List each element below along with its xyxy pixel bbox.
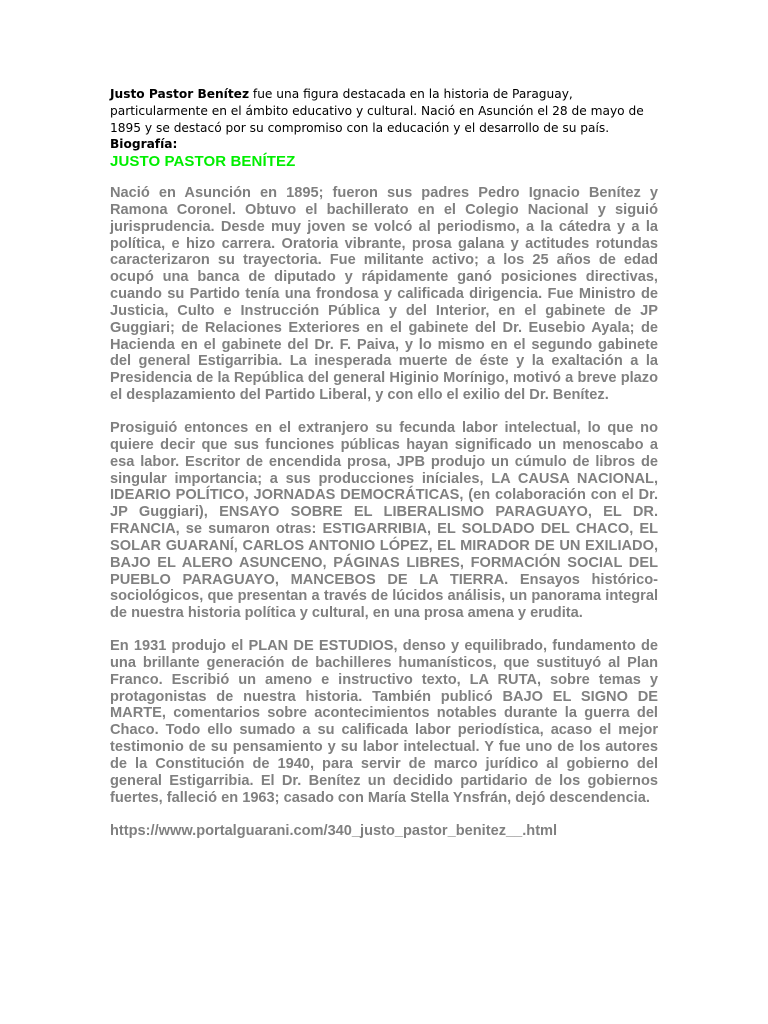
biography-paragraph-1: Nació en Asunción en 1895; fueron sus padres Pedro Ignacio Benítez y Ramona Coronel. Obtuvo el bachillerato en el Colegio Nacional y siguió jurisprudencia. Desde muy joven se volcó al periodismo, a la cátedra y a la política, e hizo carrera. Oratoria vibrante, prosa galana y actitudes rotundas caracterizaron su trayectoria. Fue militante activo; a los 25 años de edad ocupó una banca de diputado y rápidamente ganó posiciones directivas, cuando su Partido tenía una frondosa y calificada dirigencia. Fue Ministro de Justicia, Culto e Instrucción Pública y del Interior, en el gabinete de JP Guggiari; de Relaciones Exteriores en el gabinete del Dr. Eusebio Ayala; de Hacienda en el gabinete del Dr. F. Paiva, y lo mismo en el segundo gabinete del general Estigarribia. La inesperada muerte de éste y la exaltación a la Presidencia de la República del general Higinio Morínigo, motivó a breve plazo el desplazamiento del Partido Liberal, y con ello el exilio del Dr. Benítez.: [110, 185, 658, 404]
intro-paragraph: [110, 86, 658, 137]
document-page: [110, 86, 658, 840]
intro-lead-name: Justo Pastor Benítez: [110, 87, 250, 101]
biography-paragraph-2: Prosiguió entonces en el extranjero su fecunda labor intelectual, lo que no quiere decir que sus funciones públicas hayan significado un menoscabo a esa labor. Escritor de encendida prosa, JPB produjo un cúmulo de libros de singular importancia; a sus producciones iníciales, LA CAUSA NACIONAL, IDEARIO POLÍTICO, JORNADAS DEMOCRÁTICAS, (en colaboración con el Dr. JP Guggiari), ENSAYO SOBRE EL LIBERALISMO PARAGUAYO, EL DR. FRANCIA, se sumaron otras: ESTIGARRIBIA, EL SOLDADO DEL CHACO, EL SOLAR GUARANÍ, CARLOS ANTONIO LÓPEZ, EL MIRADOR DE UN EXILIADO, BAJO EL ALERO ASUNCENO, PÁGINAS LIBRES, FORMACIÓN SOCIAL DEL PUEBLO PARAGUAYO, MANCEBOS DE LA TIERRA. Ensayos histórico-sociológicos, que presentan a través de lúcidos análisis, un panorama integral de nuestra historia política y cultural, en una prosa amena y erudita.: [110, 419, 658, 622]
intro-text: fue una figura destacada en la historia de Paraguay, particularmente en el ámbito educativo y cultural. Nació en Asunción el 28 de mayo de 1895 y se destacó por su compromiso con la educación y el desarrollo de su país.: [110, 87, 644, 135]
biography-paragraph-3: En 1931 produjo el PLAN DE ESTUDIOS, denso y equilibrado, fundamento de una brillante generación de bachilleres humanísticos, que sustituyó al Plan Franco. Escribió un ameno e instructivo texto, LA RUTA, sobre temas y protagonistas de nuestra historia. También publicó BAJO EL SIGNO DE MARTE, comentarios sobre acontecimientos notables durante la guerra del Chaco. Todo ello sumado a su calificada labor periodística, acaso el mejor testimonio de su pensamiento y su labor intelectual. Y fue uno de los autores de la Constitución de 1940, para servir de marco jurídico al gobierno del general Estigarribia. El Dr. Benítez un decidido partidario de los gobiernos fuertes, falleció en 1963; casado con María Stella Ynsfrán, dejó descendencia.: [110, 638, 658, 806]
biography-label: Biografía:: [110, 137, 178, 151]
source-link[interactable]: https://www.portalguarani.com/340_justo_pastor_benitez__.html: [110, 822, 558, 839]
biography-heading: JUSTO PASTOR BENÍTEZ: [110, 153, 296, 170]
